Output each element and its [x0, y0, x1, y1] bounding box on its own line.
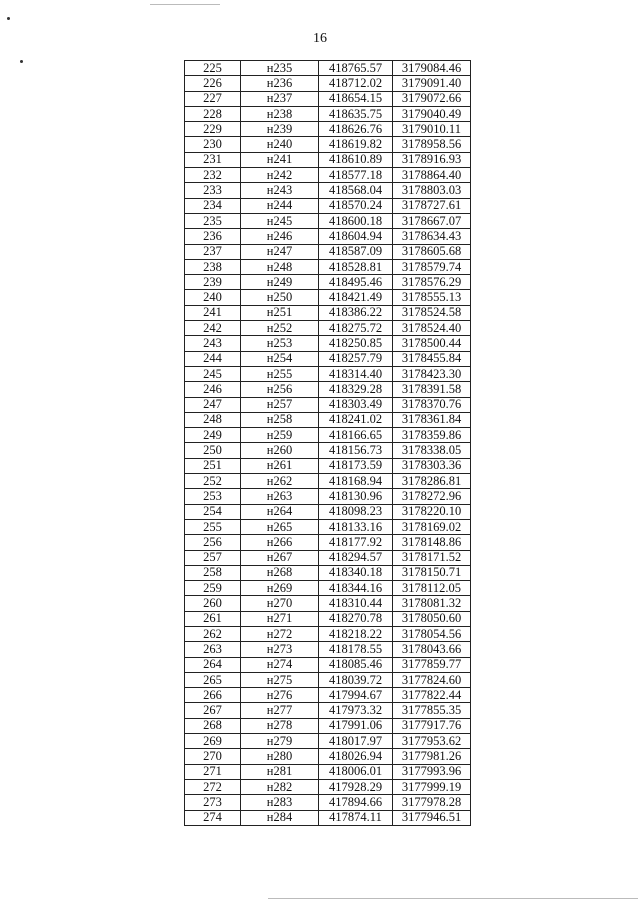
- coord-x: 418340.18: [319, 565, 393, 580]
- point-id: н261: [241, 458, 319, 473]
- coord-x: 417874.11: [319, 810, 393, 825]
- table-row: [185, 611, 471, 626]
- point-id: н236: [241, 76, 319, 91]
- margin-mark-2: [20, 60, 23, 63]
- coord-x: 418173.59: [319, 458, 393, 473]
- coord-y: 3178169.02: [393, 519, 471, 534]
- table-row: [185, 412, 471, 427]
- table-row: [185, 106, 471, 121]
- coord-x: 417991.06: [319, 718, 393, 733]
- point-id: н251: [241, 305, 319, 320]
- coord-x: 418017.97: [319, 734, 393, 749]
- point-id: н250: [241, 290, 319, 305]
- row-number: 245: [185, 366, 241, 381]
- point-id: н253: [241, 336, 319, 351]
- point-id: н255: [241, 366, 319, 381]
- coord-y: 3178148.86: [393, 535, 471, 550]
- row-number: 258: [185, 565, 241, 580]
- coord-y: 3178338.05: [393, 443, 471, 458]
- point-id: н265: [241, 519, 319, 534]
- table-row: [185, 458, 471, 473]
- row-number: 257: [185, 550, 241, 565]
- point-id: н266: [241, 535, 319, 550]
- point-id: н272: [241, 626, 319, 641]
- row-number: 251: [185, 458, 241, 473]
- coord-y: 3178500.44: [393, 336, 471, 351]
- coord-y: 3179091.40: [393, 76, 471, 91]
- row-number: 230: [185, 137, 241, 152]
- point-id: н283: [241, 795, 319, 810]
- coord-y: 3178043.66: [393, 642, 471, 657]
- table-row: [185, 321, 471, 336]
- coord-y: 3179072.66: [393, 91, 471, 106]
- row-number: 267: [185, 703, 241, 718]
- coord-y: 3177824.60: [393, 672, 471, 687]
- table-row: [185, 91, 471, 106]
- coord-x: 418329.28: [319, 382, 393, 397]
- coord-x: 418344.16: [319, 581, 393, 596]
- coord-y: 3178361.84: [393, 412, 471, 427]
- coord-y: 3178423.30: [393, 366, 471, 381]
- point-id: н273: [241, 642, 319, 657]
- row-number: 253: [185, 489, 241, 504]
- coord-y: 3177999.19: [393, 779, 471, 794]
- point-id: н238: [241, 106, 319, 121]
- table-row: [185, 642, 471, 657]
- scan-edge-line-top: [150, 4, 220, 5]
- row-number: 228: [185, 106, 241, 121]
- table-row: [185, 152, 471, 167]
- row-number: 249: [185, 428, 241, 443]
- coord-y: 3179084.46: [393, 61, 471, 76]
- table-row: [185, 76, 471, 91]
- row-number: 262: [185, 626, 241, 641]
- point-id: н267: [241, 550, 319, 565]
- coord-y: 3177859.77: [393, 657, 471, 672]
- coord-x: 418600.18: [319, 213, 393, 228]
- point-id: н275: [241, 672, 319, 687]
- row-number: 238: [185, 259, 241, 274]
- point-id: н264: [241, 504, 319, 519]
- table-row: [185, 183, 471, 198]
- scan-edge-line-bottom: [268, 898, 638, 899]
- row-number: 236: [185, 229, 241, 244]
- coord-x: 418241.02: [319, 412, 393, 427]
- coord-y: 3178272.96: [393, 489, 471, 504]
- coord-y: 3178220.10: [393, 504, 471, 519]
- row-number: 250: [185, 443, 241, 458]
- coord-y: 3178958.56: [393, 137, 471, 152]
- coord-x: 418178.55: [319, 642, 393, 657]
- row-number: 244: [185, 351, 241, 366]
- row-number: 231: [185, 152, 241, 167]
- coord-y: 3177953.62: [393, 734, 471, 749]
- point-id: н247: [241, 244, 319, 259]
- table-row: [185, 764, 471, 779]
- table-row: [185, 244, 471, 259]
- coord-y: 3178391.58: [393, 382, 471, 397]
- table-row: [185, 474, 471, 489]
- row-number: 269: [185, 734, 241, 749]
- row-number: 240: [185, 290, 241, 305]
- coord-y: 3178864.40: [393, 168, 471, 183]
- coord-y: 3177993.96: [393, 764, 471, 779]
- coord-y: 3178727.61: [393, 198, 471, 213]
- row-number: 265: [185, 672, 241, 687]
- point-id: н242: [241, 168, 319, 183]
- row-number: 239: [185, 275, 241, 290]
- coord-x: 418218.22: [319, 626, 393, 641]
- point-id: н237: [241, 91, 319, 106]
- point-id: н254: [241, 351, 319, 366]
- coord-y: 3177981.26: [393, 749, 471, 764]
- coord-x: 418610.89: [319, 152, 393, 167]
- coord-y: 3178605.68: [393, 244, 471, 259]
- coord-y: 3178576.29: [393, 275, 471, 290]
- point-id: н270: [241, 596, 319, 611]
- table-row: [185, 626, 471, 641]
- coord-x: 417973.32: [319, 703, 393, 718]
- coord-y: 3178286.81: [393, 474, 471, 489]
- row-number: 252: [185, 474, 241, 489]
- table-row: [185, 382, 471, 397]
- row-number: 261: [185, 611, 241, 626]
- coord-y: 3178150.71: [393, 565, 471, 580]
- table-row: [185, 229, 471, 244]
- coord-x: 418303.49: [319, 397, 393, 412]
- table-row: [185, 259, 471, 274]
- table-row: [185, 581, 471, 596]
- table-row: [185, 198, 471, 213]
- row-number: 271: [185, 764, 241, 779]
- coord-x: 418250.85: [319, 336, 393, 351]
- point-id: н268: [241, 565, 319, 580]
- coord-x: 418712.02: [319, 76, 393, 91]
- coord-y: 3178524.58: [393, 305, 471, 320]
- row-number: 237: [185, 244, 241, 259]
- coord-x: 418085.46: [319, 657, 393, 672]
- coord-y: 3178634.43: [393, 229, 471, 244]
- row-number: 247: [185, 397, 241, 412]
- coord-x: 418006.01: [319, 764, 393, 779]
- row-number: 264: [185, 657, 241, 672]
- table-row: [185, 290, 471, 305]
- table-row: [185, 749, 471, 764]
- point-id: н241: [241, 152, 319, 167]
- point-id: н279: [241, 734, 319, 749]
- table-row: [185, 305, 471, 320]
- point-id: н274: [241, 657, 319, 672]
- table-row: [185, 336, 471, 351]
- point-id: н257: [241, 397, 319, 412]
- table-row: [185, 122, 471, 137]
- coord-x: 418168.94: [319, 474, 393, 489]
- row-number: 259: [185, 581, 241, 596]
- row-number: 226: [185, 76, 241, 91]
- table-row: [185, 519, 471, 534]
- point-id: н281: [241, 764, 319, 779]
- point-id: н239: [241, 122, 319, 137]
- table-row: [185, 351, 471, 366]
- row-number: 234: [185, 198, 241, 213]
- row-number: 243: [185, 336, 241, 351]
- coord-y: 3178054.56: [393, 626, 471, 641]
- row-number: 255: [185, 519, 241, 534]
- table-row: [185, 137, 471, 152]
- coord-y: 3179040.49: [393, 106, 471, 121]
- coord-x: 418619.82: [319, 137, 393, 152]
- point-id: н243: [241, 183, 319, 198]
- row-number: 241: [185, 305, 241, 320]
- point-id: н256: [241, 382, 319, 397]
- coord-x: 418626.76: [319, 122, 393, 137]
- table-row: [185, 535, 471, 550]
- row-number: 254: [185, 504, 241, 519]
- coord-x: 418587.09: [319, 244, 393, 259]
- coord-x: 418495.46: [319, 275, 393, 290]
- coord-x: 418098.23: [319, 504, 393, 519]
- table-row: [185, 428, 471, 443]
- row-number: 266: [185, 688, 241, 703]
- coord-x: 418177.92: [319, 535, 393, 550]
- coord-y: 3178916.93: [393, 152, 471, 167]
- table-row: [185, 810, 471, 825]
- coord-x: 418270.78: [319, 611, 393, 626]
- row-number: 246: [185, 382, 241, 397]
- point-id: н284: [241, 810, 319, 825]
- point-id: н240: [241, 137, 319, 152]
- coord-x: 418421.49: [319, 290, 393, 305]
- coord-x: 418635.75: [319, 106, 393, 121]
- table-row: [185, 397, 471, 412]
- coord-x: 418604.94: [319, 229, 393, 244]
- coord-y: 3177822.44: [393, 688, 471, 703]
- table-row: [185, 550, 471, 565]
- point-id: н259: [241, 428, 319, 443]
- coord-y: 3177946.51: [393, 810, 471, 825]
- coord-x: 418314.40: [319, 366, 393, 381]
- coord-x: 417894.66: [319, 795, 393, 810]
- table-row: [185, 275, 471, 290]
- coord-x: 418133.16: [319, 519, 393, 534]
- point-id: н269: [241, 581, 319, 596]
- table-row: [185, 565, 471, 580]
- coord-x: 418156.73: [319, 443, 393, 458]
- coord-y: 3178112.05: [393, 581, 471, 596]
- table-row: [185, 795, 471, 810]
- coord-y: 3177917.76: [393, 718, 471, 733]
- coord-x: 418765.57: [319, 61, 393, 76]
- point-id: н271: [241, 611, 319, 626]
- table-row: [185, 672, 471, 687]
- coord-y: 3178370.76: [393, 397, 471, 412]
- coord-y: 3178579.74: [393, 259, 471, 274]
- coord-x: 418570.24: [319, 198, 393, 213]
- point-id: н262: [241, 474, 319, 489]
- table-row: [185, 366, 471, 381]
- table-row: [185, 688, 471, 703]
- coord-y: 3178803.03: [393, 183, 471, 198]
- coord-x: 418654.15: [319, 91, 393, 106]
- row-number: 242: [185, 321, 241, 336]
- point-id: н263: [241, 489, 319, 504]
- point-id: н276: [241, 688, 319, 703]
- coord-x: 417994.67: [319, 688, 393, 703]
- table-row: [185, 596, 471, 611]
- row-number: 225: [185, 61, 241, 76]
- coord-y: 3178359.86: [393, 428, 471, 443]
- coord-x: 418257.79: [319, 351, 393, 366]
- coord-x: 418166.65: [319, 428, 393, 443]
- point-id: н246: [241, 229, 319, 244]
- margin-mark-1: [7, 17, 10, 20]
- page-number: 16: [313, 31, 327, 46]
- coord-y: 3178667.07: [393, 213, 471, 228]
- table-row: [185, 504, 471, 519]
- coord-x: 418026.94: [319, 749, 393, 764]
- coord-y: 3179010.11: [393, 122, 471, 137]
- point-id: н260: [241, 443, 319, 458]
- row-number: 229: [185, 122, 241, 137]
- point-id: н248: [241, 259, 319, 274]
- row-number: 270: [185, 749, 241, 764]
- point-id: н282: [241, 779, 319, 794]
- row-number: 268: [185, 718, 241, 733]
- table-row: [185, 489, 471, 504]
- coord-x: 418294.57: [319, 550, 393, 565]
- coord-y: 3178303.36: [393, 458, 471, 473]
- coord-y: 3178050.60: [393, 611, 471, 626]
- row-number: 256: [185, 535, 241, 550]
- point-id: н278: [241, 718, 319, 733]
- row-number: 232: [185, 168, 241, 183]
- coord-y: 3178555.13: [393, 290, 471, 305]
- table-row: [185, 657, 471, 672]
- coord-x: 418039.72: [319, 672, 393, 687]
- row-number: 272: [185, 779, 241, 794]
- coord-y: 3178171.52: [393, 550, 471, 565]
- row-number: 235: [185, 213, 241, 228]
- point-id: н258: [241, 412, 319, 427]
- table-row: [185, 779, 471, 794]
- table-row: [185, 718, 471, 733]
- table-row: [185, 168, 471, 183]
- coord-x: 418310.44: [319, 596, 393, 611]
- coord-y: 3178081.32: [393, 596, 471, 611]
- row-number: 273: [185, 795, 241, 810]
- coord-y: 3177978.28: [393, 795, 471, 810]
- point-id: н277: [241, 703, 319, 718]
- row-number: 274: [185, 810, 241, 825]
- point-id: н249: [241, 275, 319, 290]
- coord-x: 417928.29: [319, 779, 393, 794]
- table-row: [185, 443, 471, 458]
- coord-x: 418568.04: [319, 183, 393, 198]
- table-row: [185, 61, 471, 76]
- table-row: [185, 734, 471, 749]
- point-id: н245: [241, 213, 319, 228]
- row-number: 263: [185, 642, 241, 657]
- point-id: н235: [241, 61, 319, 76]
- row-number: 260: [185, 596, 241, 611]
- row-number: 227: [185, 91, 241, 106]
- coord-x: 418577.18: [319, 168, 393, 183]
- row-number: 233: [185, 183, 241, 198]
- coord-x: 418528.81: [319, 259, 393, 274]
- table-row: [185, 703, 471, 718]
- point-id: н280: [241, 749, 319, 764]
- coord-y: 3178455.84: [393, 351, 471, 366]
- coord-x: 418275.72: [319, 321, 393, 336]
- point-id: н244: [241, 198, 319, 213]
- row-number: 248: [185, 412, 241, 427]
- coord-x: 418130.96: [319, 489, 393, 504]
- point-id: н252: [241, 321, 319, 336]
- coordinates-table: [184, 60, 471, 826]
- coord-y: 3178524.40: [393, 321, 471, 336]
- coord-x: 418386.22: [319, 305, 393, 320]
- coord-y: 3177855.35: [393, 703, 471, 718]
- table-row: [185, 213, 471, 228]
